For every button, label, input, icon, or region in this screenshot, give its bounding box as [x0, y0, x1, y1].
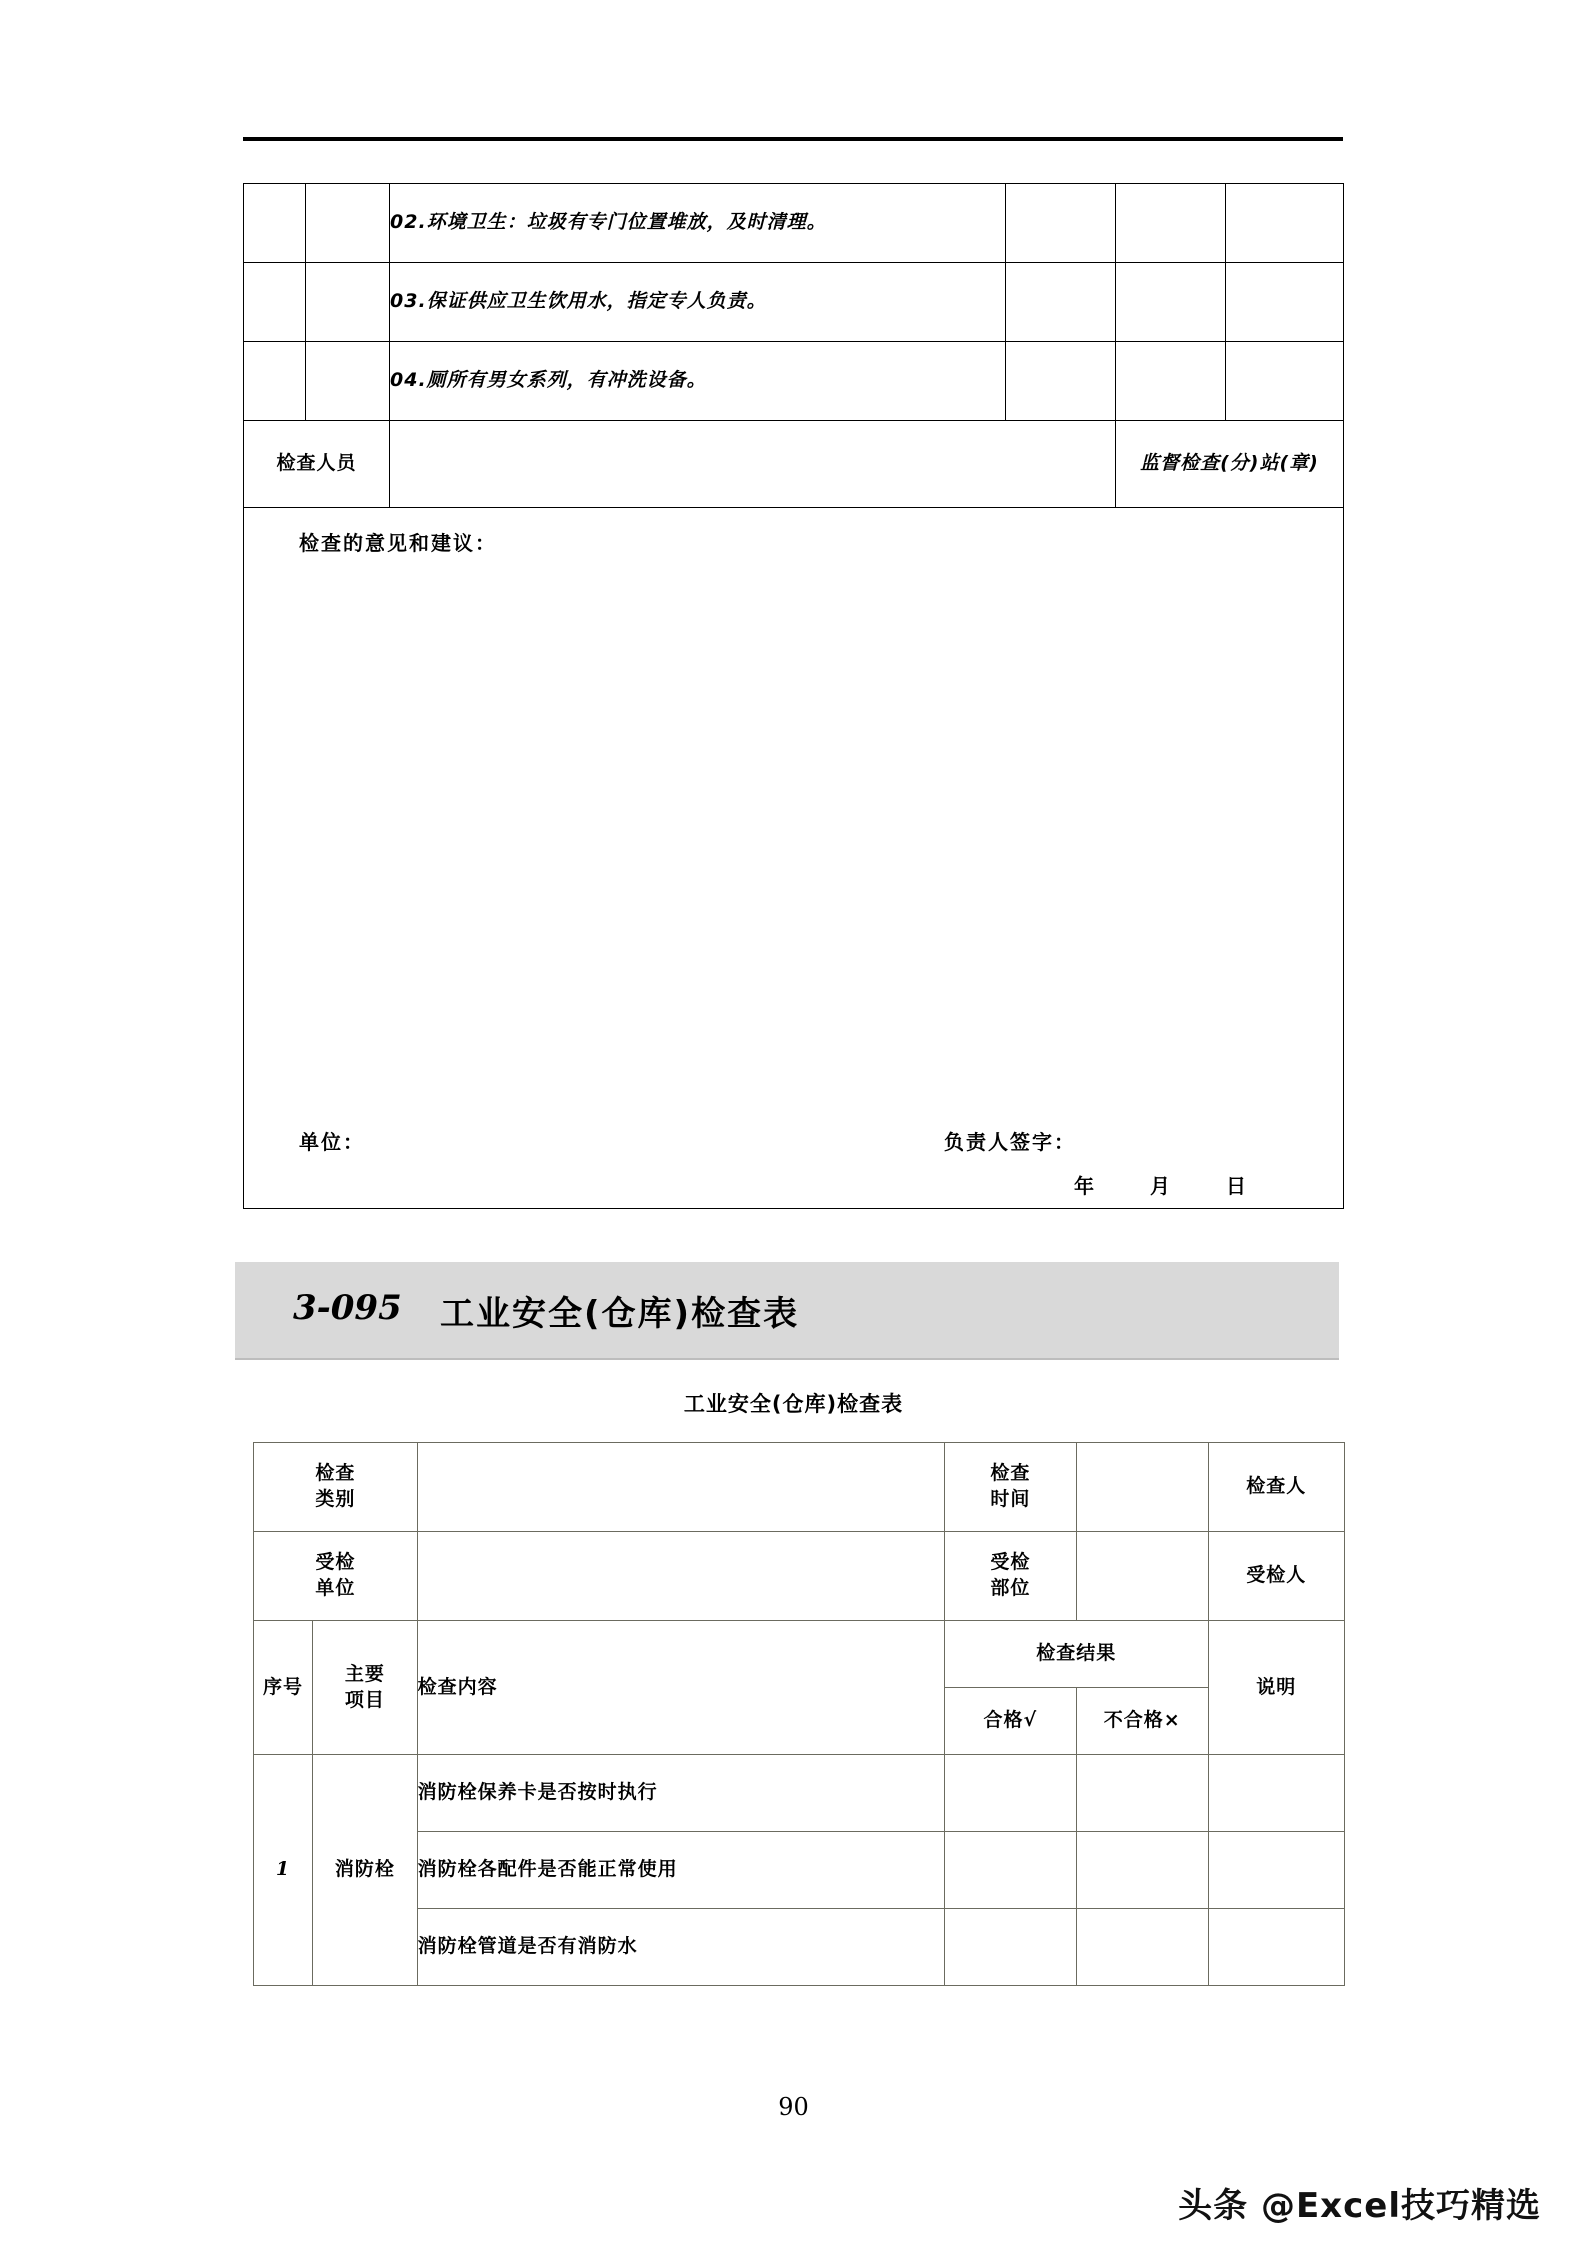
cell-remark[interactable] [1226, 263, 1344, 342]
date-label: 年 月 日 [1074, 1174, 1264, 1198]
label-line-2: 类别 [315, 1488, 356, 1510]
row-fail-cell-2[interactable] [1076, 1832, 1208, 1909]
cell-blank-seq [244, 263, 306, 342]
row-remark-cell-1[interactable] [1208, 1755, 1344, 1832]
column-header-row-top [254, 1621, 1345, 1688]
header-seq: 序号 [254, 1621, 313, 1755]
inspection-category-label [254, 1443, 418, 1532]
table-row [244, 263, 1344, 342]
row-fail-cell-1[interactable] [1076, 1755, 1208, 1832]
label-line-1: 受检 [315, 1551, 356, 1574]
label-line-2: 部位 [990, 1577, 1031, 1599]
cell-blank-item [306, 184, 390, 263]
cell-blank-seq [244, 184, 306, 263]
header-remark: 说明 [1208, 1621, 1344, 1755]
table-row [254, 1755, 1345, 1832]
page-header-rule [243, 137, 1343, 141]
cell-result-a[interactable] [1006, 263, 1116, 342]
inspection-category-field[interactable] [417, 1443, 944, 1532]
row-pass-cell-1[interactable] [944, 1755, 1076, 1832]
section-title: 工业安全(仓库)检查表 [440, 1294, 800, 1334]
section-number: 3-095 [293, 1288, 402, 1328]
row-remark-cell-3[interactable] [1208, 1909, 1344, 1986]
header-result: 检查结果 [944, 1621, 1208, 1688]
inspector-label: 检查人员 [244, 421, 390, 508]
row-content-2: 消防栓各配件是否能正常使用 [417, 1832, 944, 1909]
header-content: 检查内容 [417, 1621, 944, 1755]
label-line-2: 项目 [344, 1688, 385, 1711]
opinion-area[interactable] [244, 508, 1344, 1209]
row-fail-cell-3[interactable] [1076, 1909, 1208, 1986]
cell-blank-seq [244, 342, 306, 421]
inspection-time-label [944, 1443, 1076, 1532]
table-row [254, 1909, 1345, 1986]
row-pass-cell-2[interactable] [944, 1832, 1076, 1909]
table-row [254, 1832, 1345, 1909]
label-line-2: 单位 [315, 1577, 356, 1599]
header-result-pass: 合格√ [944, 1688, 1076, 1755]
inspector-row [244, 421, 1344, 508]
row-main-item: 消防栓 [313, 1755, 418, 1986]
inspected-unit-field[interactable] [417, 1532, 944, 1621]
hygiene-item-03: 03.保证供应卫生饮用水，指定专人负责。 [390, 263, 1006, 342]
cell-blank-item [306, 342, 390, 421]
inspected-unit-label [254, 1532, 418, 1621]
label-line-1: 受检 [990, 1551, 1031, 1574]
unit-label: 单位： [299, 1130, 365, 1154]
checklist-caption: 工业安全(仓库)检查表 [683, 1392, 904, 1416]
row-remark-cell-2[interactable] [1208, 1832, 1344, 1909]
row-content-3: 消防栓管道是否有消防水 [417, 1909, 944, 1986]
inspection-time-field[interactable] [1076, 1443, 1208, 1532]
label-line-2: 时间 [990, 1488, 1031, 1510]
cell-remark[interactable] [1226, 342, 1344, 421]
info-row-2 [254, 1532, 1345, 1621]
header-result-fail: 不合格× [1076, 1688, 1208, 1755]
cell-result-b[interactable] [1116, 263, 1226, 342]
page-number: 90 [778, 2093, 809, 2121]
hygiene-item-02: 02.环境卫生：垃圾有专门位置堆放，及时清理。 [390, 184, 1006, 263]
inspected-location-label [944, 1532, 1076, 1621]
hygiene-item-04: 04.厕所有男女系列，有冲洗设备。 [390, 342, 1006, 421]
opinion-row [244, 508, 1344, 1209]
info-row-1 [254, 1443, 1345, 1532]
inspected-person-label: 受检人 [1208, 1532, 1344, 1621]
table-row [244, 342, 1344, 421]
inspected-location-field[interactable] [1076, 1532, 1208, 1621]
label-line-1: 主要 [344, 1662, 385, 1685]
cell-result-b[interactable] [1116, 184, 1226, 263]
row-content-1: 消防栓保养卡是否按时执行 [417, 1755, 944, 1832]
row-pass-cell-3[interactable] [944, 1909, 1076, 1986]
row-seq: 1 [254, 1755, 313, 1986]
opinion-label: 检查的意见和建议： [299, 531, 497, 555]
cell-blank-item [306, 263, 390, 342]
cell-result-a[interactable] [1006, 342, 1116, 421]
cell-remark[interactable] [1226, 184, 1344, 263]
inspector-name-label: 检查人 [1208, 1443, 1344, 1532]
label-line-1: 检查 [990, 1462, 1031, 1485]
hygiene-inspection-table [243, 183, 1344, 1209]
header-main-item [313, 1621, 418, 1755]
warehouse-safety-checklist-table [253, 1442, 1345, 1986]
watermark-text: 头条 @Excel技巧精选 [1178, 2186, 1541, 2226]
signature-label: 负责人签字： [944, 1130, 1076, 1154]
table-row [244, 184, 1344, 263]
inspector-value-field[interactable] [390, 421, 1116, 508]
label-line-1: 检查 [315, 1462, 356, 1485]
cell-result-a[interactable] [1006, 184, 1116, 263]
cell-result-b[interactable] [1116, 342, 1226, 421]
supervision-stamp-label: 监督检查(分)站(章) [1116, 421, 1344, 508]
section-heading-band [235, 1262, 1339, 1358]
